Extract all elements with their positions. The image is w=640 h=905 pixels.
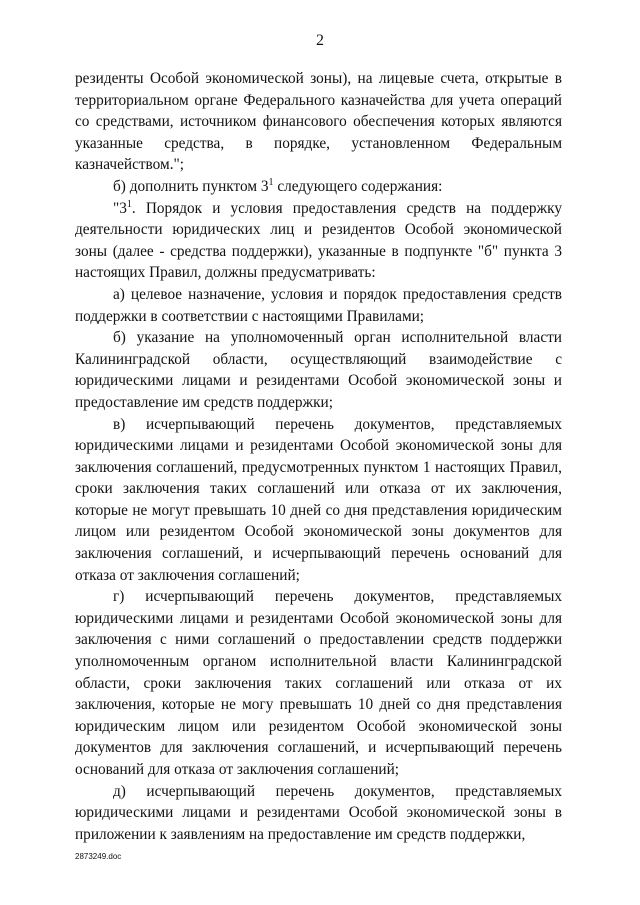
superscript: 1	[126, 198, 132, 210]
paragraph: резиденты Особой экономической зоны), на лицевые счета, открытые в территориальном органе Федерального казначейства для учета операций со средствами, источником финансового обеспечения которых являются указанные средства, в порядке, установленном Федеральным казначейством.";	[75, 70, 562, 174]
paragraph: б) указание на уполномоченный орган исполнительной власти Калининградской области, осуществляющий взаимодействие с юридическими лицами и резидентами Особой экономической зоны и предоставление им средств поддержки;	[75, 329, 562, 411]
paragraph-text: "3	[113, 199, 127, 217]
document-body	[75, 68, 562, 845]
paragraph-text: б) дополнить пунктом 3	[113, 177, 269, 195]
paragraph: г) исчерпывающий перечень документов, представляемых юридическими лицами и резидентами Особой экономической зоны для заключения с ними соглашений о предоставлении средств поддержки уполномоченным органом исполнительной власти Калининградской области, сроки заключения таких соглашений или отказа от их заключения, которые не могу превышать 10 дней со дня представления юридическим лицом или резидентом Особой экономической зоны документов для заключения соглашений, и исчерпывающий перечень оснований для отказа от заключения соглашений;	[75, 588, 562, 778]
superscript: 1	[268, 176, 274, 188]
paragraph: в) исчерпывающий перечень документов, представляемых юридическими лицами и резидентами Особой экономической зоны для заключения соглашений, предусмотренных пунктом 1 настоящих Правил, сроки заключения таких соглашений или отказа от их заключения, которые не могут превышать 10 дней со дня представления юридическим лицом или резидентом Особой экономической зоны документов для заключения соглашений, и исчерпывающий перечень оснований для отказа от заключения соглашений;	[75, 415, 562, 584]
paragraph-text: . Порядок и условия предоставления средств на поддержку деятельности юридических лиц и резидентов Особой экономической зоны (далее - средства поддержки), указанные в подпункте "б" пункта 3 настоящих Правил, должны предусматривать:	[75, 199, 562, 282]
paragraph: д) исчерпывающий перечень документов, представляемых юридическими лицами и резидентами Особой экономической зоны в приложении к заявлениям на предоставление им средств поддержки,	[75, 782, 562, 843]
paragraph	[75, 198, 562, 284]
file-name-footer: 2873249.doc	[75, 852, 122, 861]
page-number: 2	[316, 32, 324, 49]
paragraph: а) целевое назначение, условия и порядок предоставления средств поддержки в соответствии с настоящими Правилами;	[75, 285, 562, 325]
paragraph	[75, 176, 562, 198]
paragraph-text: следующего содержания:	[273, 177, 443, 195]
